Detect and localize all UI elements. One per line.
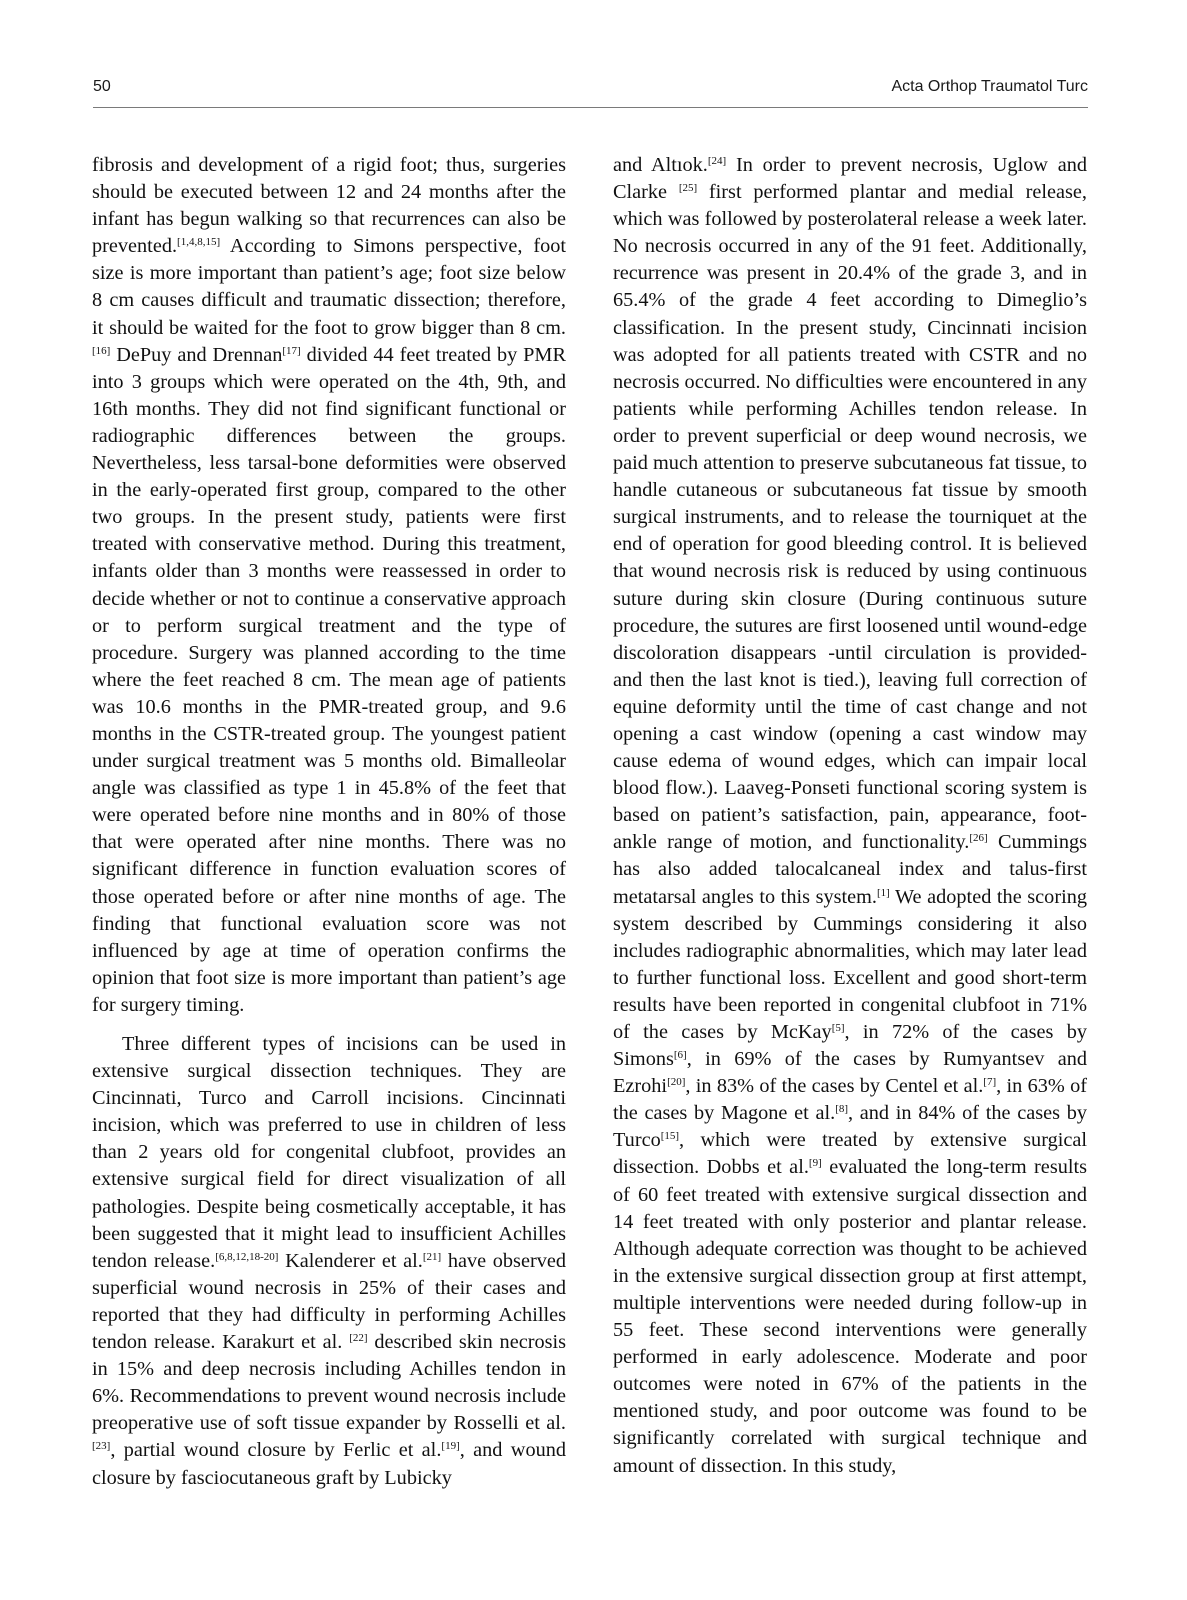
page-header	[93, 78, 1088, 100]
text-run: We adopted the scoring system described by Cummings considering it also includes radiographic abnormalities, which may later lead to further functional loss. Excellent and good short-term results have been reported in congenital clubfoot in 71% of the cases by McKay	[613, 885, 1087, 1043]
text-run: According to Simons perspective, foot size is more important than patient’s age; foot size below 8 cm causes difficult and traumatic dissection; therefore, it should be waited for the foot to grow bigger than 8 cm.	[92, 235, 566, 339]
text-run: described skin necrosis in 15% and deep necrosis including Achilles tendon in 6%. Recommendations to prevent wound necrosis include preoperative use of soft tissue expander by Rosselli et al.	[92, 1331, 567, 1435]
citation-ref: [25]	[678, 181, 698, 194]
citation-ref: [20]	[667, 1076, 686, 1089]
journal-name: Acta Orthop Traumatol Turc	[891, 78, 1088, 95]
citation-ref: [1]	[876, 886, 890, 899]
text-run: have observed superficial wound necrosis in 25% of their cases and reported that they had difficulty in performing Achilles tendon release. Karakurt et al.	[92, 1249, 566, 1354]
page-number: 50	[93, 78, 111, 95]
citation-ref: [6,8,12,18-20]	[215, 1250, 279, 1263]
text-run: first performed plantar and medial release, which was followed by posterolateral release a week later. No necrosis occurred in any of the 91 feet. Additionally, recurrence was present in 20.4% of the grade 3, and in 65.4% of the grade 4 feet according to Dimeglio’s classification. In the present study, Cincinnati incision was adopted for all patients treated with CSTR and no necrosis occurred. No difficulties were encountered in any patients while performing Achilles tendon release. In order to prevent superficial or deep wound necrosis, we paid much attention to preserve subcutaneous fat tissue, to handle cutaneous or subcutaneous fat tissue by smooth surgical instruments, and to release the tourniquet at the end of operation for good bleeding control. It is believed that wound necrosis risk is reduced by using continuous suture during skin closure (During continuous suture procedure, the sutures are first loosened until wound-edge discoloration disappears -until circulation is provided- and then the last knot is tied.), leaving full correction of equine deformity until the time of cast change and not opening a cast window (opening a cast window may cause edema of wound edges, which can impair local blood flow.). Laaveg-Ponseti functional scoring system is based on patient’s satisfaction, pain, appearance, foot-ankle range of motion, and functionality.	[613, 181, 1087, 854]
left-column	[92, 152, 566, 1492]
citation-ref: [22]	[349, 1331, 368, 1344]
text-run: , in 63% of the cases by Magone et al.	[613, 1075, 1087, 1125]
citation-ref: [1,4,8,15]	[177, 236, 221, 249]
citation-ref: [8]	[835, 1103, 849, 1116]
text-run: evaluated the long-term results of 60 feet treated with extensive surgical dissection and 14 feet treated with only posterior and plantar release. Although adequate correction was thought to be achieved in the extensive surgical dissection group at first attempt, multiple interventions were needed during follow-up in 55 feet. These second interventions were generally performed in early adolescence. Moderate and poor outcomes were noted in 67% of the patients in the mentioned study, and poor outcome was found to be significantly correlated with surgical technique and amount of dissection. In this study,	[613, 1156, 1088, 1477]
citation-ref: [19]	[441, 1440, 460, 1453]
text-run: Kalenderer et al.	[278, 1249, 423, 1272]
right-column	[613, 152, 1087, 1480]
paragraph	[92, 152, 566, 1019]
text-run: , in 83% of the cases by Centel et al.	[685, 1075, 984, 1098]
citation-ref: [17]	[282, 344, 301, 357]
citation-ref: [5]	[831, 1021, 845, 1034]
text-run: , and in 84% of the cases by Turco	[613, 1102, 1087, 1152]
text-run: DePuy and Drennan	[110, 343, 283, 366]
citation-ref: [21]	[422, 1250, 442, 1263]
citation-ref: [26]	[969, 832, 988, 845]
citation-ref: [15]	[660, 1130, 680, 1143]
text-run: divided 44 feet treated by PMR into 3 groups which were operated on the 4th, 9th, and 16th months. They did not find significant functional or radiographic differences between the groups. Nevertheless, less tarsal-bone deformities were observed in the early-operated first group, compared to the other two groups. In the present study, patients were first treated with conservative method. During this treatment, infants older than 3 months were reassessed in order to decide whether or not to continue a conservative approach or to perform surgical treatment and the type of procedure. Surgery was planned according to the time where the feet reached 8 cm. The mean age of patients was 10.6 months in the PMR-treated group, and 9.6 months in the CSTR-treated group. The youngest patient under surgical treatment was 5 months old. Bimalleolar angle was classified as type 1 in 45.8% of the feet that were operated before nine months and in 80% of those that were operated after nine months. There was no significant difference in function evaluation scores of those operated before or after nine months of age. The finding that functional evaluation score was not influenced by age at time of operation confirms the opinion that foot size is more important than patient’s age for surgery timing.	[92, 343, 566, 1016]
header-divider	[93, 107, 1088, 108]
text-run: , and wound closure by fasciocutaneous graft by Lubicky	[92, 1439, 567, 1489]
text-run: Cummings has also added talocalcaneal index and talus-first metatarsal angles to this system.	[613, 831, 1087, 908]
text-run: In order to prevent necrosis, Uglow and Clarke	[613, 154, 1087, 204]
citation-ref: [16]	[92, 344, 111, 357]
citation-ref: [9]	[808, 1157, 822, 1170]
citation-ref: [6]	[673, 1048, 687, 1061]
citation-ref: [7]	[983, 1076, 997, 1089]
paragraph	[92, 1031, 566, 1492]
paragraph	[613, 152, 1087, 1480]
citation-ref: [23]	[92, 1440, 111, 1453]
citation-ref: [24]	[707, 154, 727, 167]
text-run: , partial wound closure by Ferlic et al.	[110, 1439, 442, 1462]
text-run: fibrosis and development of a rigid foot; thus, surgeries should be executed between 12 and 24 months after the infant has begun walking so that recurrences can also be prevented.	[92, 154, 566, 258]
text-run: and Altıok.	[613, 154, 708, 176]
text-run: Three different types of incisions can be used in extensive surgical dissection techniques. They are Cincinnati, Turco and Carroll incisions. Cincinnati incision, which was preferred to use in children of less than 2 years old for congenital clubfoot, provides an extensive surgical field for direct visualization of all pathologies. Despite being cosmetically acceptable, it has been suggested that it might lead to insufficient Achilles tendon release.	[92, 1033, 566, 1272]
text-run: , in 72% of the cases by Simons	[613, 1021, 1087, 1071]
text-run: , in 69% of the cases by Rumyantsev and Ezrohi	[613, 1048, 1087, 1098]
text-run: , which were treated by extensive surgical dissection. Dobbs et al.	[613, 1129, 1087, 1179]
